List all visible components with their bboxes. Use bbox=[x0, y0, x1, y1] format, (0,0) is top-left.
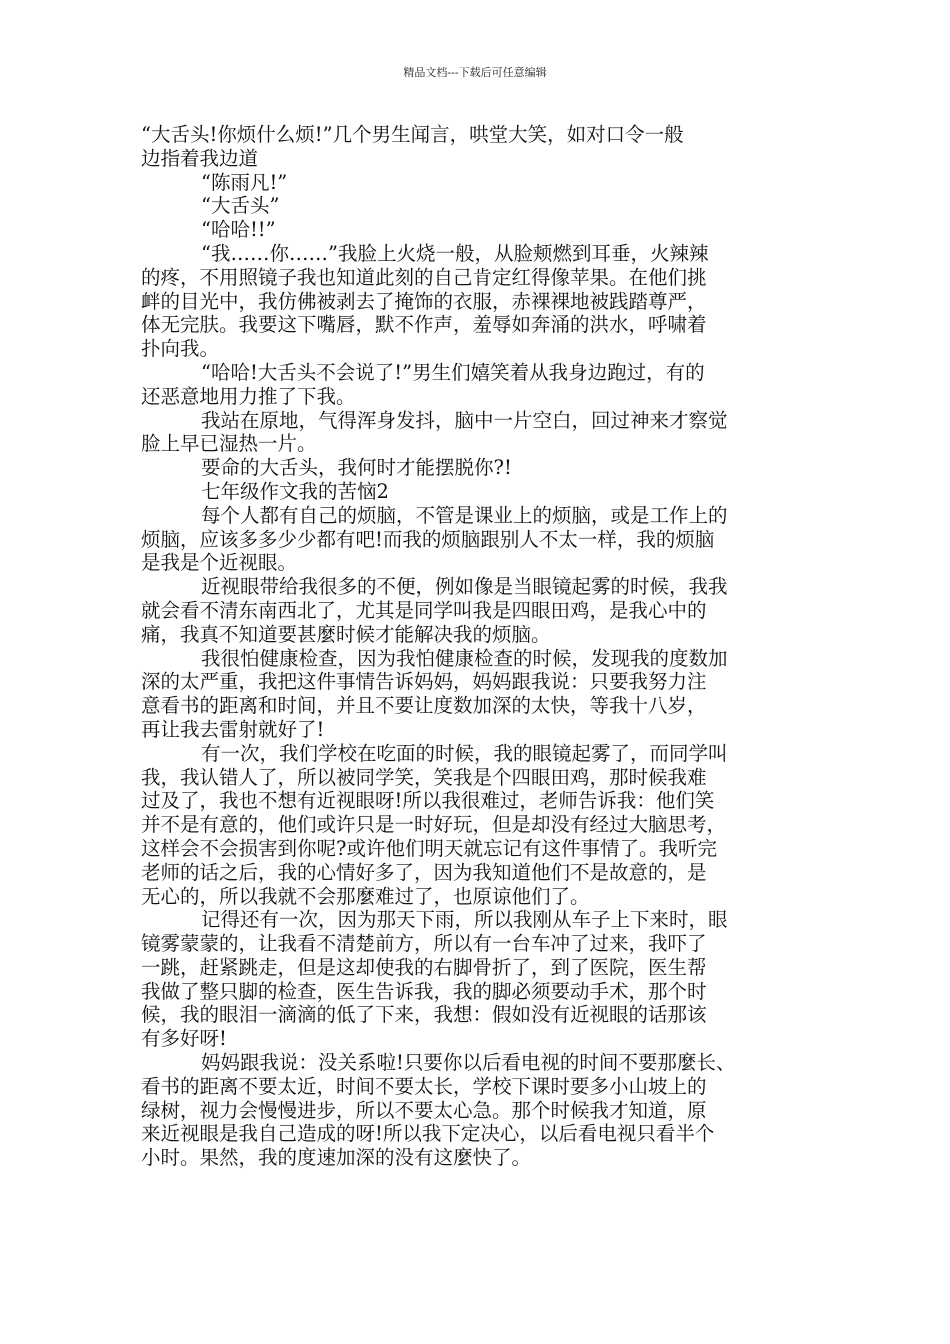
text-line: 每个人都有自己的烦脑，不管是课业上的烦脑，或是工作上的 bbox=[201, 503, 728, 527]
page-header: 精品文档---下载后可任意编辑 bbox=[403, 66, 547, 79]
text-line: 七年级作文我的苦恼2 bbox=[201, 479, 389, 503]
text-line: 边指着我边道 bbox=[141, 146, 259, 170]
text-line: 有多好呀! bbox=[141, 1027, 227, 1051]
text-line: “我……你……”我脸上火烧一般，从脸颊燃到耳垂，火辣辣 bbox=[201, 241, 709, 265]
text-line: 老师的话之后，我的心情好多了，因为我知道他们不是故意的，是 bbox=[141, 860, 707, 884]
text-line: 过及了，我也不想有近视眼呀!所以我很难过，老师告诉我：他们笑 bbox=[141, 789, 715, 813]
text-line: 一跳，赶紧跳走，但是这却使我的右脚骨折了，到了医院，医生帮 bbox=[141, 955, 707, 979]
text-line: 脸上早已湿热一片。 bbox=[141, 432, 317, 456]
text-line: 镜雾蒙蒙的，让我看不清楚前方，所以有一台车冲了过来，我吓了 bbox=[141, 932, 707, 956]
text-line: 我很怕健康检查，因为我怕健康检查的时候，发现我的度数加 bbox=[201, 646, 728, 670]
text-line: 扑向我。 bbox=[141, 337, 220, 361]
text-line: 的疼，不用照镜子我也知道此刻的自己肯定红得像苹果。在他们挑 bbox=[141, 265, 707, 289]
text-line: “哈哈!!” bbox=[201, 218, 276, 242]
text-line: 还恶意地用力推了下我。 bbox=[141, 384, 356, 408]
text-line: 再让我去雷射就好了! bbox=[141, 717, 325, 741]
text-line: 我，我认错人了，所以被同学笑，笑我是个四眼田鸡，那时候我难 bbox=[141, 765, 707, 789]
text-line: 来近视眼是我自己造成的呀!所以我下定决心，以后看电视只看半个 bbox=[141, 1122, 715, 1146]
text-line: 这样会不会损害到你呢?或许他们明天就忘记有这件事情了。我听完 bbox=[141, 836, 717, 860]
text-line: 就会看不清东南西北了，尤其是同学叫我是四眼田鸡，是我心中的 bbox=[141, 598, 707, 622]
text-line: 要命的大舌头，我何时才能摆脱你?! bbox=[201, 456, 512, 480]
text-line: 并不是有意的，他们或许只是一时好玩，但是却没有经过大脑思考， bbox=[141, 813, 727, 837]
text-line: 我站在原地，气得浑身发抖，脑中一片空白，回过神来才察觉 bbox=[201, 408, 728, 432]
text-line: “大舌头” bbox=[201, 194, 280, 218]
document-body bbox=[141, 123, 811, 1170]
text-line: 看书的距离不要太近，时间不要太长，学校下课时要多小山坡上的 bbox=[141, 1074, 707, 1098]
text-line: 意看书的距离和时间，并且不要让度数加深的太快，等我十八岁， bbox=[141, 694, 707, 718]
text-line: “陈雨凡!” bbox=[201, 170, 288, 194]
text-line: 近视眼带给我很多的不便，例如像是当眼镜起雾的时候，我我 bbox=[201, 575, 728, 599]
text-line: 小时。果然，我的度速加深的没有这麼快了。 bbox=[141, 1146, 532, 1170]
text-line: 妈妈跟我说：没关系啦!只要你以后看电视的时间不要那麼长、 bbox=[201, 1051, 736, 1075]
text-line: 是我是个近视眼。 bbox=[141, 551, 298, 575]
text-line: “大舌头!你烦什么烦!”几个男生闻言，哄堂大笑，如对口令一般 bbox=[141, 123, 684, 146]
text-line: 烦脑，应该多多少少都有吧!而我的烦脑跟别人不太一样，我的烦脑 bbox=[141, 527, 715, 551]
text-line: 记得还有一次，因为那天下雨，所以我刚从车子上下来时，眼 bbox=[201, 908, 728, 932]
text-line: 衅的目光中，我仿佛被剥去了掩饰的衣服，赤裸裸地被践踏尊严， bbox=[141, 289, 707, 313]
text-line: 无心的，所以我就不会那麼难过了，也原谅他们了。 bbox=[141, 884, 590, 908]
text-line: 绿树，视力会慢慢进步，所以不要太心急。那个时候我才知道，原 bbox=[141, 1098, 707, 1122]
text-line: 深的太严重，我把这件事情告诉妈妈，妈妈跟我说：只要我努力注 bbox=[141, 670, 707, 694]
text-line: 体无完肤。我要这下嘴唇，默不作声，羞辱如奔涌的洪水，呼啸着 bbox=[141, 313, 707, 337]
text-line: 有一次，我们学校在吃面的时候，我的眼镜起雾了，而同学叫 bbox=[201, 741, 728, 765]
text-line: 我做了整只脚的检查，医生告诉我，我的脚必须要动手术，那个时 bbox=[141, 979, 707, 1003]
text-line: “哈哈!大舌头不会说了!”男生们嬉笑着从我身边跑过，有的 bbox=[201, 360, 705, 384]
text-line: 痛，我真不知道要甚麼时候才能解决我的烦脑。 bbox=[141, 622, 551, 646]
text-line: 候，我的眼泪一滴滴的低了下来，我想：假如没有近视眼的话那该 bbox=[141, 1003, 707, 1027]
